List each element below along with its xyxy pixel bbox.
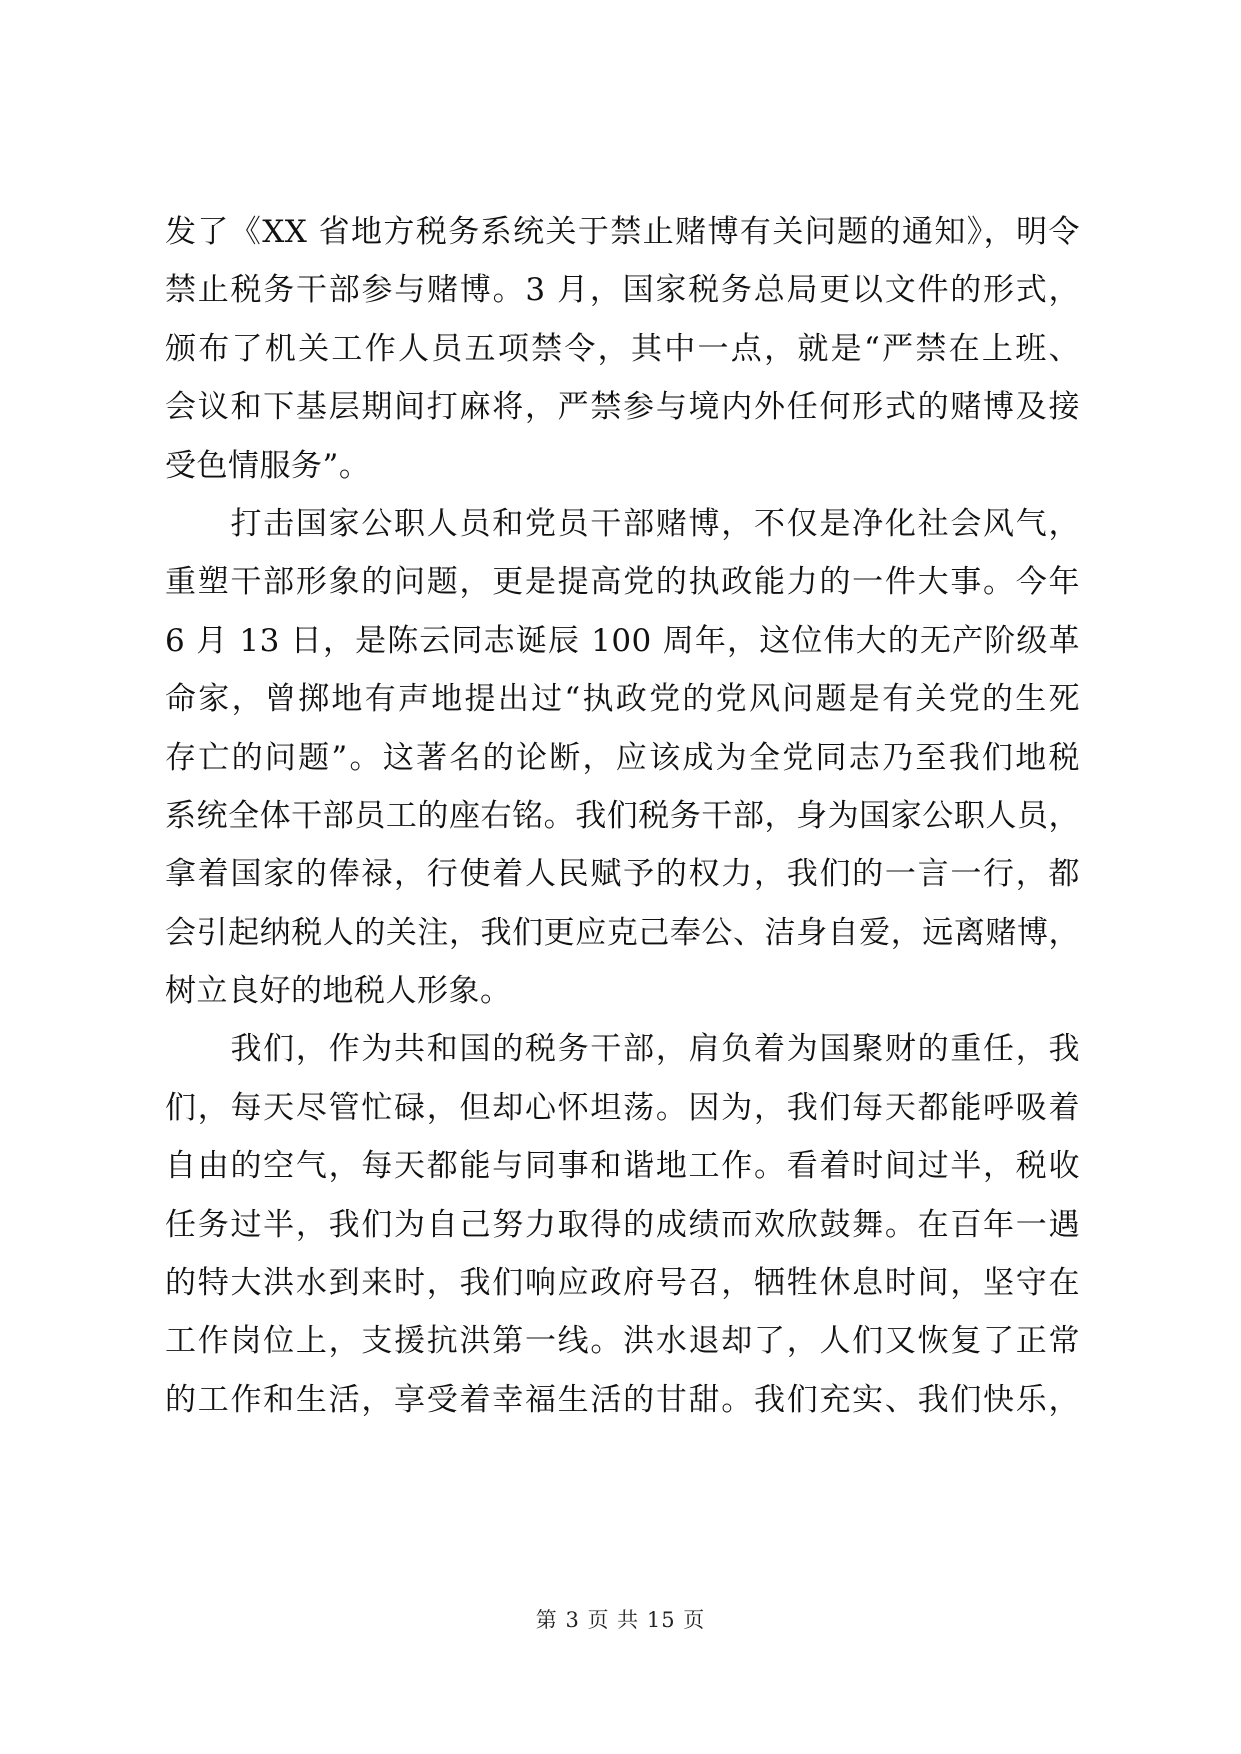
- text-line: 受色情服务”。: [165, 447, 371, 484]
- document-body: [165, 203, 1080, 1429]
- text-line: 6 月 13 日，是陈云同志诞辰 100 周年，这位伟大的无产阶级革: [165, 622, 1080, 659]
- page-footer: 第 3 页 共 15 页: [535, 1608, 706, 1632]
- text-line: 存亡的问题”。这著名的论断，应该成为全党同志乃至我们地税: [165, 739, 1080, 776]
- text-line: 系统全体干部员工的座右铭。我们税务干部，身为国家公职人员，: [165, 797, 1080, 834]
- text-line: 我们，作为共和国的税务干部，肩负着为国聚财的重任，我: [165, 1031, 1080, 1068]
- text-line: 任务过半，我们为自己努力取得的成绩而欢欣鼓舞。在百年一遇: [165, 1206, 1080, 1243]
- text-line: 发了《XX 省地方税务系统关于禁止赌博有关问题的通知》，明令: [165, 214, 1080, 250]
- text-line: 打击国家公职人员和党员干部赌博，不仅是净化社会风气，: [165, 505, 1080, 542]
- text-line: 的工作和生活，享受着幸福生活的甘甜。我们充实、我们快乐，: [165, 1381, 1080, 1418]
- text-line: 会议和下基层期间打麻将，严禁参与境内外任何形式的赌博及接: [165, 389, 1080, 426]
- text-line: 禁止税务干部参与赌博。3 月，国家税务总局更以文件的形式，: [165, 272, 1080, 309]
- text-line: 树立良好的地税人形象。: [165, 973, 512, 1010]
- text-line: 命家，曾掷地有声地提出过“执政党的党风问题是有关党的生死: [165, 681, 1080, 718]
- text-line: 工作岗位上，支援抗洪第一线。洪水退却了，人们又恢复了正常: [165, 1323, 1080, 1360]
- text-line: 拿着国家的俸禄，行使着人民赋予的权力，我们的一言一行，都: [165, 856, 1080, 893]
- text-line: 会引起纳税人的关注，我们更应克己奉公、洁身自爱，远离赌博，: [165, 914, 1080, 951]
- text-line: 自由的空气，每天都能与同事和谐地工作。看着时间过半，税收: [165, 1148, 1080, 1185]
- text-line: 们，每天尽管忙碌，但却心怀坦荡。因为，我们每天都能呼吸着: [165, 1089, 1080, 1126]
- text-line: 重塑干部形象的问题，更是提高党的执政能力的一件大事。今年: [165, 564, 1080, 601]
- text-line: 颁布了机关工作人员五项禁令，其中一点，就是“严禁在上班、: [165, 330, 1080, 367]
- text-line: 的特大洪水到来时，我们响应政府号召，牺牲休息时间，坚守在: [165, 1265, 1080, 1302]
